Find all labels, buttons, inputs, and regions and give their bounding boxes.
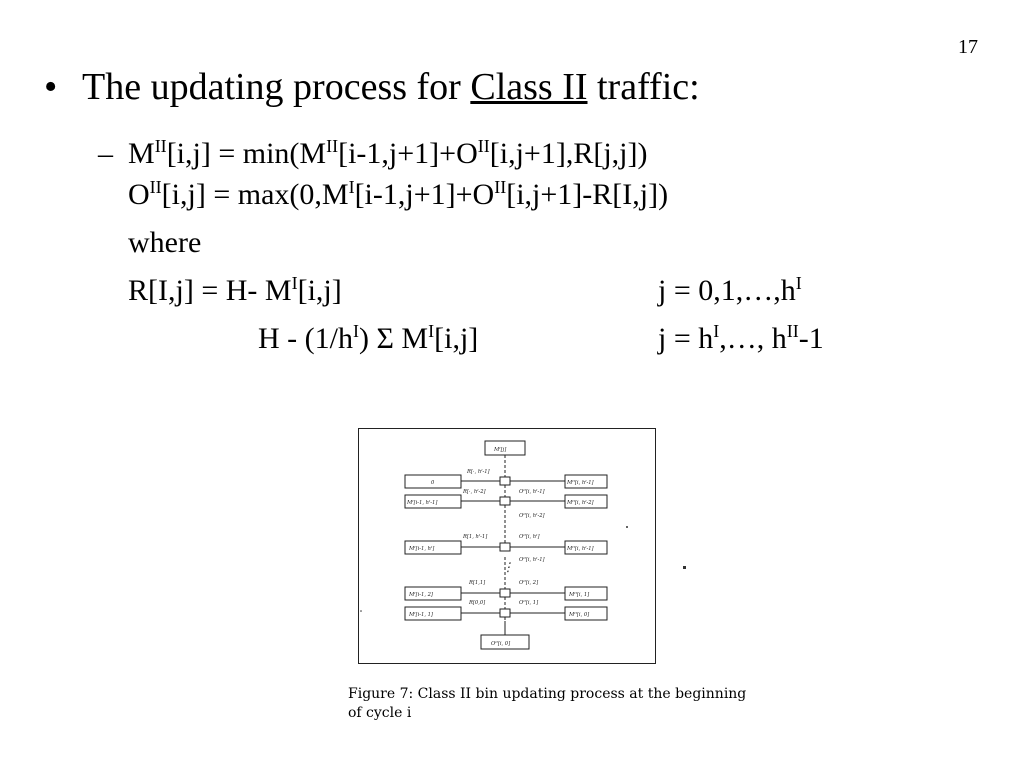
- fig-row3-left: Mᴵ[i-1, hᴵ]: [409, 546, 435, 552]
- fig-row4-left: Mᴵ[i-1, 2]: [409, 592, 433, 598]
- top-box-label: Mᴵ[j]: [494, 447, 507, 453]
- fig-row3-below: Oᴵᴵ[i, hᴵ-1]: [519, 557, 545, 563]
- equation-r-cond2: $j = h^I,\dots$, $h^{II}-1$: [658, 321, 824, 355]
- continuation-dots: ⋮: [502, 560, 514, 574]
- bottom-box-label: Oᴵᴵ[i, 0]: [491, 641, 511, 647]
- fig-row5-mid: R[0,0]: [469, 600, 486, 606]
- fig-row5-right: Mᴵᴵ[i, 0]: [569, 612, 590, 618]
- figure-caption: [348, 685, 746, 723]
- equation-r-case2: H - $(1/h^I)$ Σ $M^I[i,j]$: [258, 321, 479, 355]
- equation-r-cond1: $j = 0,1,\dots,h^I$: [658, 273, 802, 307]
- caption-line-2: of cycle i: [348, 705, 412, 721]
- caption-line-1: Figure 7: Class II bin updating process at the beginning: [348, 686, 747, 702]
- where-label: where: [128, 226, 202, 259]
- class-ii-link: Class II: [470, 66, 588, 108]
- fig-row4-mid: R[1,1]: [469, 580, 486, 586]
- fig-row2-right: Mᴵᴵ[i, hᴵ-2]: [567, 500, 594, 506]
- updating-process-figure: [358, 428, 656, 664]
- heading-text-start: The updating process for: [82, 66, 471, 108]
- bullet-marker: •: [44, 66, 58, 108]
- scan-speck: [683, 566, 686, 569]
- heading-text-end: traffic:: [587, 66, 700, 108]
- fig-row4-mid-right: Oᴵᴵ[i, 2]: [519, 580, 539, 586]
- fig-row3-mid-right: Oᴵᴵ[i, hᴵ]: [519, 534, 540, 540]
- fig-row1-mid: R[·, hᴵ-1]: [467, 469, 490, 475]
- figure-diagram: [359, 429, 655, 663]
- fig-row3-mid: R[1, hᴵ-1]: [463, 534, 488, 540]
- fig-row2-below: Oᴵᴵ[i, hᴵ-2]: [519, 513, 545, 519]
- equation-dash: –: [98, 137, 113, 170]
- fig-row5-left: Mᴵ[i-1, 1]: [409, 612, 433, 618]
- equation-m-ii: $M^{II}[i,j] = \min(M^{II}[i-1,j+1]+O^{II}[i,j+1],R[j,j])$: [128, 136, 648, 170]
- page-number: 17: [958, 36, 978, 58]
- fig-row2-mid-right: Oᴵᴵ[i, hᴵ-1]: [519, 489, 545, 495]
- bullet-heading: [44, 64, 700, 110]
- fig-row2-left: Mᴵ[i-1, hᴵ-1]: [407, 500, 438, 506]
- fig-row3-right: Mᴵᴵ[i, hᴵ-1]: [567, 546, 594, 552]
- equation-r-case1: R[I,j] = H- $M^I[i,j]$: [128, 273, 342, 307]
- fig-row1-left: 0: [431, 480, 435, 486]
- fig-row1-right: Mᴵᴵ[i, hᴵ-1]: [567, 480, 594, 486]
- fig-row4-right: Mᴵᴵ[i, 1]: [569, 592, 590, 598]
- fig-row5-mid-right: Oᴵᴵ[i, 1]: [519, 600, 539, 606]
- equation-o-ii: $O^{II}[i,j] = \max(0,M^I[i-1,j+1]+O^{II}[i,j+1]-R[I,j])$: [128, 177, 669, 211]
- fig-row2-mid: R[·, hᴵ-2]: [463, 489, 486, 495]
